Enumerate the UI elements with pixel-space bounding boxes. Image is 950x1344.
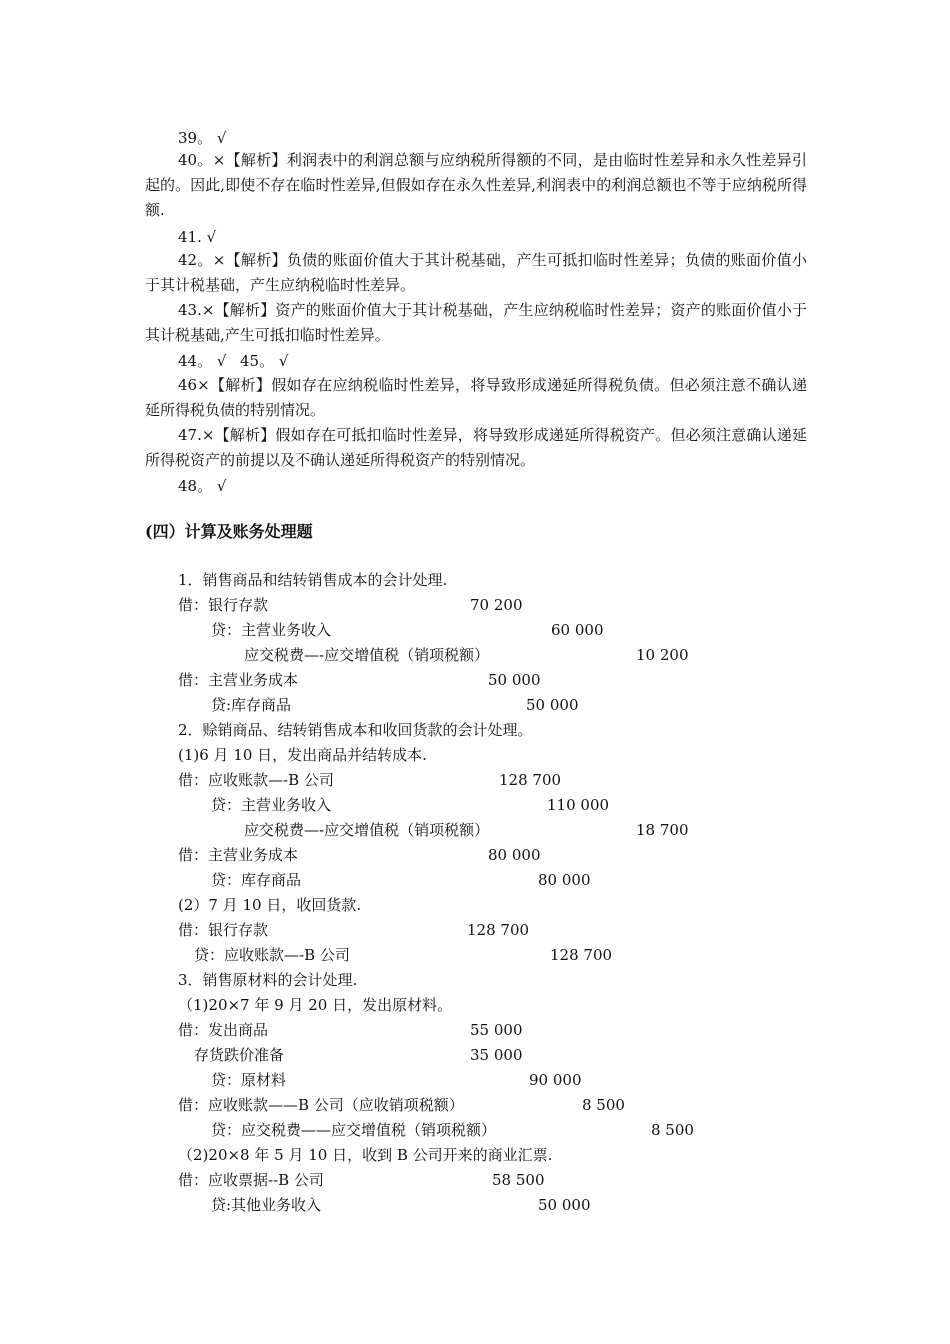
entry-label: 借：应收账款—-B 公司 — [178, 771, 334, 789]
answer-43: 43.×【解析】资产的账面价值大于其计税基础，产生应纳税临时性差异；资产的账面价值小于其计税基础,产生可抵扣临时性差异。 — [145, 301, 807, 344]
question-2-part-2: (2）7 月 10 日，收回货款. — [178, 896, 362, 914]
question-3-part-2: （2)20×8 年 5 月 10 日，收到 B 公司开来的商业汇票. — [178, 1146, 553, 1164]
entry-label: 借：主营业务成本 — [178, 846, 299, 864]
question-2-part-1: (1)6 月 10 日，发出商品并结转成本. — [178, 746, 427, 764]
entry-amount: 80 000 — [488, 846, 541, 864]
entry-amount: 70 200 — [470, 596, 523, 614]
entry-label: 借：银行存款 — [178, 921, 269, 939]
answer-48: 48。 √ — [178, 477, 227, 495]
entry-label: 借：应收账款——B 公司（应收销项税额） — [178, 1096, 464, 1114]
answer-45: 45。 √ — [240, 352, 289, 370]
entry-amount: 60 000 — [551, 621, 604, 639]
entry-amount: 8 500 — [651, 1121, 694, 1139]
question-3-title: 3．销售原材料的会计处理. — [178, 971, 358, 989]
entry-amount: 128 700 — [467, 921, 530, 939]
entry-amount: 18 700 — [636, 821, 689, 839]
entry-label: 应交税费—-应交增值税（销项税额） — [244, 821, 490, 839]
entry-amount: 110 000 — [547, 796, 610, 814]
entry-amount: 50 000 — [526, 696, 579, 714]
entry-label: 存货跌价准备 — [194, 1046, 285, 1064]
answer-46: 46×【解析】假如存在应纳税临时性差异，将导致形成递延所得税负债。但必须注意不确认递延所得税负债的特别情况。 — [145, 376, 807, 419]
entry-amount: 90 000 — [529, 1071, 582, 1089]
entry-label: 贷：库存商品 — [211, 871, 302, 889]
entry-amount: 50 000 — [488, 671, 541, 689]
entry-label: 贷：应收账款—-B 公司 — [194, 946, 350, 964]
entry-amount: 128 700 — [550, 946, 613, 964]
answer-42: 42。×【解析】负债的账面价值大于其计税基础，产生可抵扣临时性差异；负债的账面价值小于其计税基础，产生应纳税临时性差异。 — [145, 251, 807, 294]
question-1-title: 1．销售商品和结转销售成本的会计处理. — [178, 571, 448, 589]
answer-47: 47.×【解析】假如存在可抵扣临时性差异，将导致形成递延所得税资产。但必须注意确认递延所得税资产的前提以及不确认递延所得税资产的特别情况。 — [145, 426, 807, 469]
entry-amount: 8 500 — [582, 1096, 625, 1114]
entry-label: 贷:库存商品 — [211, 696, 292, 714]
answer-40: 40。×【解析】利润表中的利润总额与应纳税所得额的不同，是由临时性差异和永久性差异引起的。因此,即使不存在临时性差异,但假如存在永久性差异,利润表中的利润总额也不等于应纳税所得额. — [145, 151, 807, 219]
answer-39: 39。 √ — [178, 129, 227, 147]
entry-label: 贷：应交税费——应交增值税（销项税额） — [211, 1121, 497, 1139]
entry-amount: 80 000 — [538, 871, 591, 889]
answer-41: 41. √ — [178, 228, 217, 246]
question-2-title: 2．赊销商品、结转销售成本和收回货款的会计处理。 — [178, 721, 533, 739]
entry-label: 借：银行存款 — [178, 596, 269, 614]
entry-label: 贷：主营业务收入 — [211, 796, 332, 814]
entry-label: 借：应收票据--B 公司 — [178, 1171, 324, 1189]
entry-amount: 10 200 — [636, 646, 689, 664]
entry-label: 贷：原材料 — [211, 1071, 287, 1089]
entry-amount: 128 700 — [499, 771, 562, 789]
entry-label: 贷：主营业务收入 — [211, 621, 332, 639]
entry-amount: 55 000 — [470, 1021, 523, 1039]
entry-label: 应交税费—-应交增值税（销项税额） — [244, 646, 490, 664]
entry-label: 借：发出商品 — [178, 1021, 269, 1039]
entry-label: 贷:其他业务收入 — [211, 1196, 322, 1214]
section-heading: (四）计算及账务处理题 — [145, 522, 313, 541]
entry-amount: 35 000 — [470, 1046, 523, 1064]
question-3-part-1: （1)20×7 年 9 月 20 日，发出原材料。 — [178, 996, 453, 1014]
entry-amount: 58 500 — [492, 1171, 545, 1189]
entry-label: 借：主营业务成本 — [178, 671, 299, 689]
entry-amount: 50 000 — [538, 1196, 591, 1214]
answer-44: 44。 √ — [178, 352, 227, 370]
